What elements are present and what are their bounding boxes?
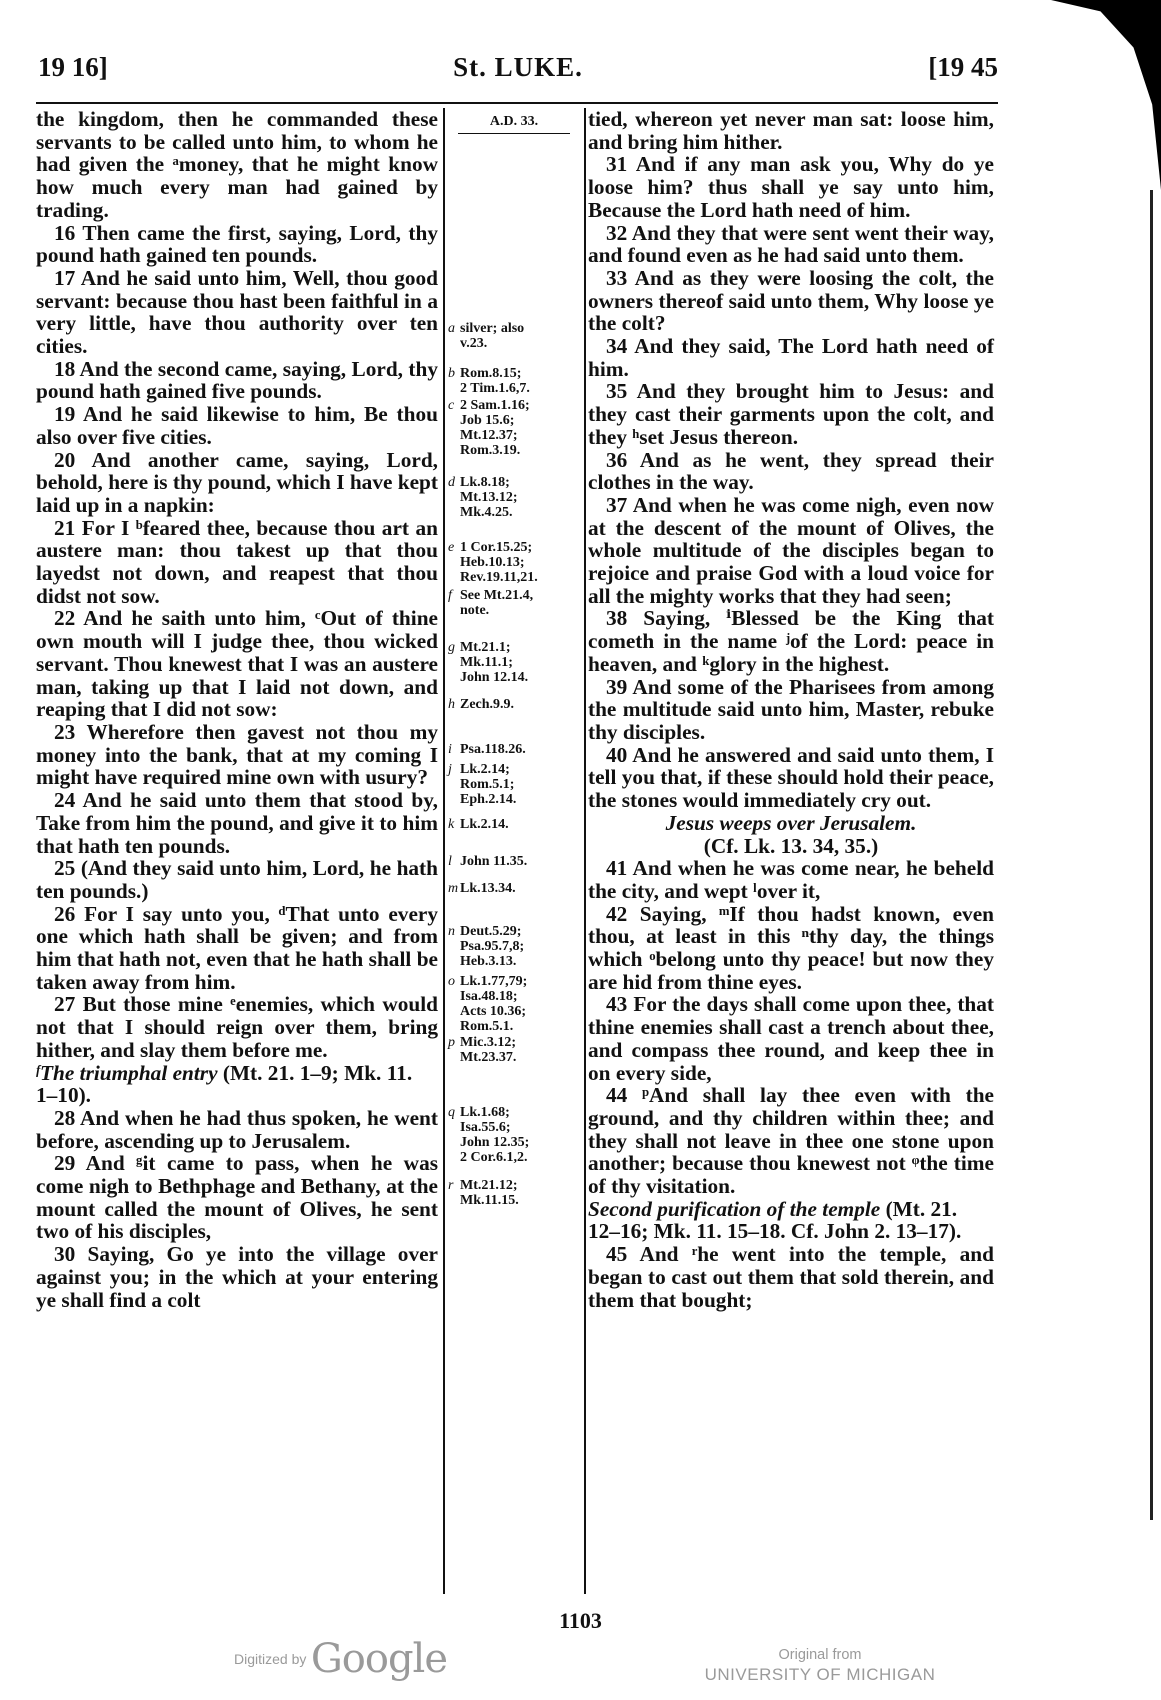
note-reference-line: v.23. (460, 336, 488, 351)
left-verses-group-1 (36, 108, 438, 1062)
verse-paragraph: 37 And when he was come nigh, even now at the descent of the mount of Olives, the whole multitude of the disciples began to rejoice and praise God with a loud voice for all the mighty works that they had seen; (588, 492, 994, 608)
original-from-label: Original from (778, 1647, 862, 1663)
note-reference-line: Rom.8.15; (460, 366, 522, 381)
note-reference-line: Psa.95.7,8; (460, 939, 525, 954)
verse-paragraph: 16 Then came the first, saying, Lord, thy pound hath gained ten pounds. (36, 220, 438, 268)
note-letter: q (448, 1105, 455, 1120)
note-reference-line: Rev.19.11,21. (460, 570, 538, 585)
left-verses-group-2 (36, 1107, 438, 1311)
original-source-watermark (700, 1646, 940, 1684)
note-reference-line: 1 Cor.15.25; (460, 540, 533, 555)
cross-reference-column (448, 108, 580, 1208)
note-reference-line: Lk.8.18; (460, 475, 510, 490)
note-reference-line: See Mt.21.4, (460, 588, 534, 603)
note-reference-line: Isa.55.6; (460, 1120, 511, 1135)
verse-paragraph: tied, whereon yet never man sat: loose him, and bring him hither. (588, 107, 994, 154)
note-reference-line: Mt.23.37. (460, 1050, 517, 1065)
note-reference-line: Rom.5.1; (460, 777, 515, 792)
section-title: ᶠThe triumphal entry (36, 1060, 218, 1085)
note-reference-line: Rom.5.1. (460, 1019, 514, 1034)
cross-reference-a (448, 321, 580, 351)
note-reference-line: Heb.10.13; (460, 555, 525, 570)
verse-paragraph: 18 And the second came, saying, Lord, thy pound hath gained five pounds. (36, 356, 438, 404)
verse-paragraph: 22 And he saith unto him, ᶜOut of thine own mouth will I judge thee, thou wicked servant. Thou knewest that I was an austere man, taking up that I laid not down, and reaping that I did not sow: (36, 606, 438, 722)
note-reference-line: Psa.118.26. (460, 742, 526, 757)
cross-reference-j (448, 762, 580, 807)
note-letter: j (448, 762, 452, 777)
note-reference-line: Mt.21.12; (460, 1178, 518, 1193)
note-reference-line: Heb.3.13. (460, 954, 517, 969)
note-reference-line: Lk.2.14. (460, 817, 509, 832)
section-heading-triumphal-entry (36, 1062, 438, 1107)
digitized-by-google-watermark (234, 1636, 447, 1686)
note-letter: l (448, 854, 452, 869)
note-reference-line: Job 15.6; (460, 413, 515, 428)
verse-paragraph: 26 For I say unto you, ᵈThat unto every one which hath shall be given; and from him that hath not, even that he hath shall be taken away from him. (36, 901, 438, 994)
header-left-ref: 19 16] (38, 52, 108, 82)
right-text-column (588, 108, 994, 1311)
verse-paragraph: 27 But those mine ᵉenemies, which would not that I should reign over them, bring hither, and slay them before me. (36, 992, 438, 1062)
note-reference-line: John 12.14. (460, 670, 529, 685)
verse-paragraph: 39 And some of the Pharisees from among the multitude said unto him, Master, rebuke thy disciples. (588, 674, 994, 744)
column-rule-right (584, 108, 586, 1594)
university-label: UNIVERSITY OF MICHIGAN (704, 1665, 936, 1684)
google-logo: Google (310, 1636, 448, 1682)
note-reference-line: Lk.1.68; (460, 1105, 510, 1120)
note-letter: o (448, 974, 455, 989)
note-letter: e (448, 540, 455, 555)
page-edge-line (1150, 190, 1153, 1520)
cross-reference-d (448, 475, 580, 520)
header-right-ref: [19 45 (928, 52, 998, 82)
verse-paragraph: 21 For I ᵇfeared thee, because thou art an austere man: thou takest up that thou layedst not down, and reapest that thou didst not sow. (36, 515, 438, 608)
verse-paragraph: 43 For the days shall come upon thee, that thine enemies shall cast a trench about thee, and compass thee round, and keep thee in on every side, (588, 992, 994, 1085)
section-reference: (Mt. 21. 1–9; Mk. 11. 1–10). (36, 1060, 413, 1108)
cross-reference-f (448, 588, 580, 618)
note-reference-line: John 11.35. (460, 854, 528, 869)
verse-paragraph: 41 And when he was come near, he beheld the city, and wept ˡover it, (588, 856, 994, 903)
note-reference-line: Zech.9.9. (460, 697, 515, 712)
note-reference-line: Lk.1.77,79; (460, 974, 528, 989)
cross-reference-r (448, 1178, 580, 1208)
cross-reference-c (448, 398, 580, 458)
verse-paragraph: 33 And as they were loosing the colt, the owners thereof said unto them, Why loose ye the colt? (588, 265, 994, 336)
note-reference-line: Mk.4.25. (460, 505, 513, 520)
note-reference-line: Lk.13.34. (460, 881, 516, 896)
verse-paragraph: 35 And they brought him to Jesus: and they cast their garments upon the colt, and they ʰset Jesus thereon. (588, 379, 994, 449)
note-letter: p (448, 1035, 455, 1050)
note-letter: h (448, 697, 455, 712)
section-heading-jesus-weeps (588, 812, 994, 857)
digitized-by-label: Digitized by (234, 1651, 307, 1667)
note-letter: k (448, 817, 455, 832)
verse-paragraph: 29 And ᵍit came to pass, when he was come nigh to Bethphage and Bethany, at the mount called the mount of Olives, he sent two of his disciples, (36, 1151, 438, 1244)
note-reference-line: John 12.35; (460, 1135, 530, 1150)
verse-paragraph: 23 Wherefore then gavest not thou my money into the bank, that at my coming I might have required mine own with usury? (36, 719, 438, 790)
note-reference-line: Isa.48.18; (460, 989, 518, 1004)
right-verses-group-1 (588, 108, 994, 812)
cross-reference-l (448, 854, 580, 869)
note-letter: g (448, 640, 455, 655)
note-reference-line: Rom.3.19. (460, 443, 521, 458)
verse-paragraph: 31 And if any man ask you, Why do ye loose him? thus shall ye say unto him, Because the Lord hath need of him. (588, 152, 994, 222)
cross-reference-i (448, 742, 580, 757)
page-curl-corner (1051, 0, 1161, 190)
cross-reference-p (448, 1035, 580, 1065)
note-reference-line: Deut.5.29; (460, 924, 522, 939)
column-rule-left (443, 108, 445, 1594)
verse-paragraph: 42 Saying, ᵐIf thou hadst known, even thou, at least in this ⁿthy day, the things which ᵒbelong unto thy peace! but now they are hid from thine eyes. (588, 901, 994, 994)
section-title: Jesus weeps over Jerusalem. (665, 810, 917, 835)
note-reference-line: Eph.2.14. (460, 792, 517, 807)
note-reference-line: Lk.2.14; (460, 762, 510, 777)
section-heading-second-purification (588, 1198, 994, 1243)
cross-reference-q (448, 1105, 580, 1165)
cross-reference-g (448, 640, 580, 685)
note-reference-line: note. (460, 603, 490, 618)
verse-paragraph: 38 Saying, ⁱBlessed be the King that cometh in the name ʲof the Lord: peace in heaven, and ᵏglory in the highest. (588, 606, 994, 676)
note-letter: a (448, 321, 455, 336)
header-book-title: St. LUKE. (453, 52, 583, 82)
note-letter: b (448, 366, 455, 381)
verse-paragraph: 24 And he said unto them that stood by, Take from him the pound, and give it to him that hath ten pounds. (36, 788, 438, 858)
verse-paragraph: 20 And another came, saying, Lord, behold, here is thy pound, which I have kept laid up in a napkin: (36, 447, 438, 517)
verse-paragraph: 19 And he said likewise to him, Be thou also over five cities. (36, 402, 438, 449)
note-letter: m (448, 881, 459, 896)
note-reference-line: silver; also (460, 321, 525, 336)
verse-paragraph: 30 Saying, Go ye into the village over against you; in the which at your entering ye shall find a colt (36, 1242, 438, 1312)
verse-paragraph: 40 And he answered and said unto them, I tell you that, if these should hold their peace, the stones would immediately cry out. (588, 742, 994, 813)
note-letter: f (448, 588, 452, 603)
note-reference-line: Mt.21.1; (460, 640, 511, 655)
cross-reference-o (448, 974, 580, 1034)
note-letter: r (448, 1178, 454, 1193)
cross-reference-k (448, 817, 580, 832)
section-title: Second purification of the temple (588, 1196, 881, 1221)
cross-reference-h (448, 697, 580, 712)
verse-paragraph: 44 ᵖAnd shall lay thee even with the ground, and thy children within thee; and they shall not leave in thee one stone upon another; because thou knewest not ᵠthe time of thy visitation. (588, 1083, 994, 1199)
verse-paragraph: 32 And they that were sent went their way, and found even as he had said unto them. (588, 220, 994, 268)
note-reference-line: Mk.11.15. (460, 1193, 519, 1208)
note-reference-line: Acts 10.36; (460, 1004, 527, 1019)
note-reference-line: 2 Cor.6.1,2. (460, 1150, 528, 1165)
right-verses-group-2 (588, 857, 994, 1198)
section-reference: (Mt. 21. 12–16; Mk. 11. 15–18. Cf. John 2. 13–17). (588, 1196, 962, 1244)
verse-paragraph: 45 And ʳhe went into the temple, and began to cast out them that sold therein, and them that bought; (588, 1242, 994, 1312)
left-text-column (36, 108, 438, 1311)
running-header (38, 52, 998, 92)
verse-paragraph: 34 And they said, The Lord hath need of him. (588, 334, 994, 381)
year-label: A.D. 33. (458, 108, 570, 134)
note-reference-line: Mic.3.12; (460, 1035, 516, 1050)
note-reference-line: 2 Tim.1.6,7. (460, 381, 530, 396)
note-letter: i (448, 742, 452, 757)
verse-paragraph: 17 And he said unto him, Well, thou good servant: because thou hast been faithful in a very little, have thou authority over ten cities. (36, 265, 438, 359)
verse-paragraph: the kingdom, then he commanded these servants to be called unto him, to whom he had given the ᵃmoney, that he might know how much every man had gained by trading. (36, 107, 438, 222)
header-rule (36, 102, 998, 104)
section-reference: (Cf. Lk. 13. 34, 35.) (703, 833, 879, 858)
page-number: 1103 (559, 1608, 602, 1633)
note-letter: c (448, 398, 455, 413)
verse-paragraph: 36 And as he went, they spread their clothes in the way. (588, 447, 994, 495)
cross-reference-m (448, 881, 580, 896)
verse-paragraph: 28 And when he had thus spoken, he went before, ascending up to Jerusalem. (36, 1105, 438, 1153)
verse-paragraph: 25 (And they said unto him, Lord, he hath ten pounds.) (36, 856, 438, 903)
note-reference-line: Mt.13.12; (460, 490, 518, 505)
note-letter: n (448, 924, 455, 939)
cross-reference-b (448, 366, 580, 396)
note-letter: d (448, 475, 455, 490)
note-reference-line: 2 Sam.1.16; (460, 398, 530, 413)
cross-reference-e (448, 540, 580, 585)
right-verses-group-3 (588, 1243, 994, 1311)
note-reference-line: Mt.12.37; (460, 428, 518, 443)
cross-reference-n (448, 924, 580, 969)
note-reference-line: Mk.11.1; (460, 655, 513, 670)
